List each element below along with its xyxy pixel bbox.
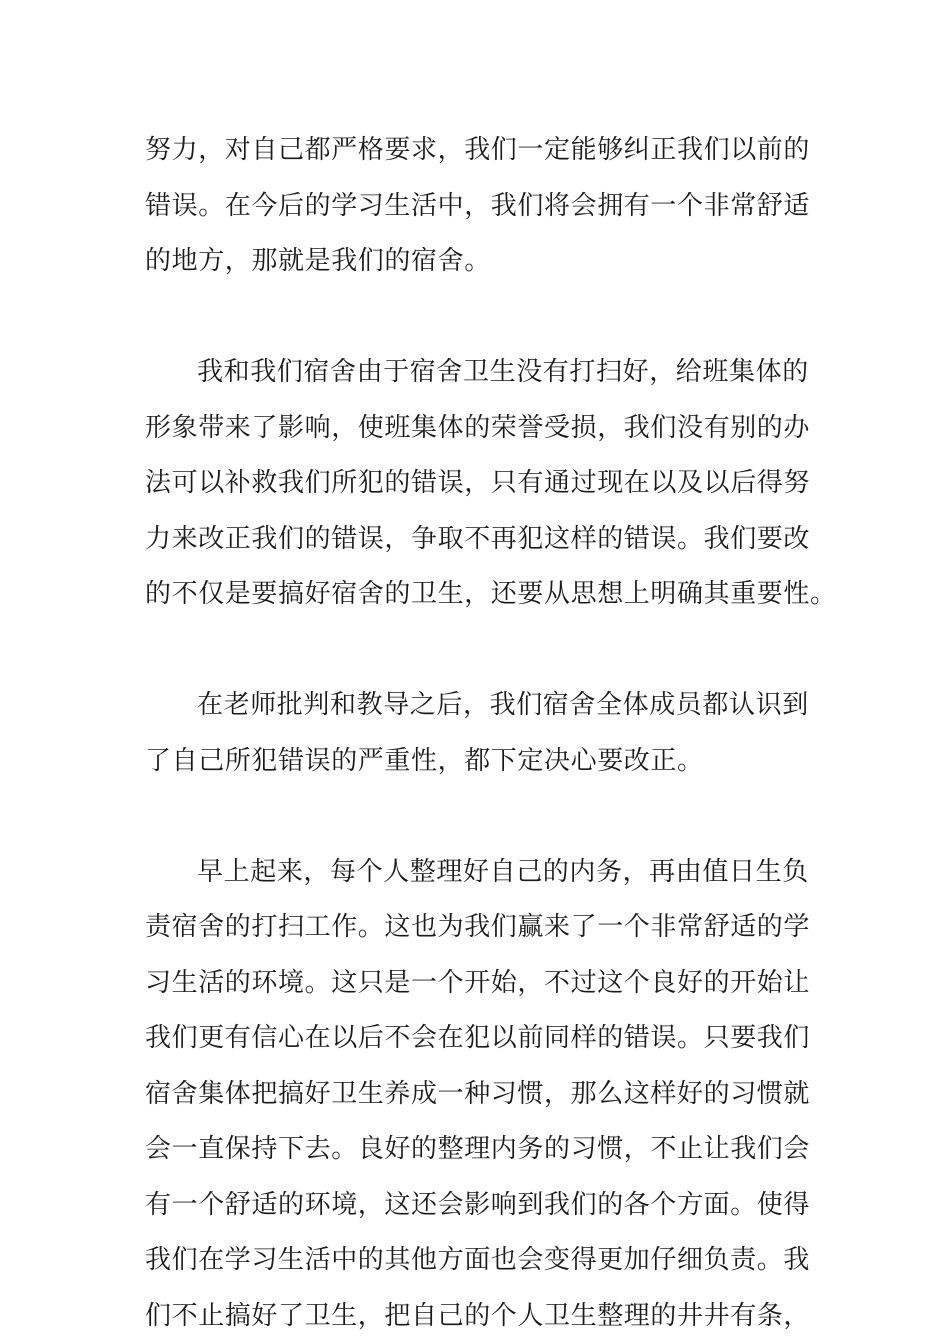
paragraph-line: 努力，对自己都严格要求，我们一定能够纠正我们以前的 bbox=[145, 135, 811, 165]
paragraph-line: 的地方，那就是我们的宿舍。 bbox=[145, 246, 491, 276]
paragraph-line: 有一个舒适的环境，这还会影响到我们的各个方面。使得 bbox=[145, 1189, 811, 1220]
paragraph-line: 了自己所犯错误的严重性，都下定决心要改正。 bbox=[145, 745, 704, 776]
paragraph-line: 宿舍集体把搞好卫生养成一种习惯，那么这样好的习惯就 bbox=[145, 1078, 811, 1109]
paragraph-line: 形象带来了影响，使班集体的荣誉受损，我们没有别的办 bbox=[145, 412, 811, 443]
paragraph-line: 我们在学习生活中的其他方面也会变得更加仔细负责。我 bbox=[145, 1245, 811, 1275]
paragraph-spacer bbox=[145, 623, 807, 679]
paragraph-line: 会一直保持下去。良好的整理内务的习惯，不止让我们会 bbox=[145, 1134, 811, 1164]
paragraph-line: 错误。在今后的学习生活中，我们将会拥有一个非常舒适 bbox=[145, 190, 811, 221]
paragraph-4 bbox=[145, 845, 811, 1344]
paragraph-line: 我和我们宿舍由于宿舍卫生没有打扫好，给班集体的 bbox=[197, 357, 809, 387]
paragraph-3 bbox=[145, 678, 807, 789]
document-body bbox=[145, 123, 837, 1344]
paragraph-line: 早上起来，每个人整理好自己的内务，再由值日生负 bbox=[197, 856, 809, 887]
paragraph-line: 习生活的环境。这只是一个开始，不过这个良好的开始让 bbox=[145, 967, 811, 998]
paragraph-line: 们不止搞好了卫生，把自己的个人卫生整理的井井有条， bbox=[145, 1300, 811, 1331]
paragraph-line: 的不仅是要搞好宿舍的卫生，还要从思想上明确其重要性。 bbox=[145, 579, 837, 609]
paragraph-line: 责宿舍的打扫工作。这也为我们赢来了一个非常舒适的学 bbox=[145, 912, 811, 942]
paragraph-line: 在老师批判和教导之后，我们宿舍全体成员都认识到 bbox=[197, 690, 809, 720]
paragraph-1 bbox=[145, 123, 811, 290]
paragraph-line: 力来改正我们的错误，争取不再犯这样的错误。我们要改 bbox=[145, 523, 811, 554]
paragraph-spacer bbox=[145, 789, 807, 845]
paragraph-line: 我们更有信心在以后不会在犯以前同样的错误。只要我们 bbox=[145, 1023, 811, 1053]
paragraph-2 bbox=[145, 345, 837, 623]
paragraph-line: 法可以补救我们所犯的错误，只有通过现在以及以后得努 bbox=[145, 468, 811, 498]
paragraph-spacer bbox=[145, 290, 807, 346]
